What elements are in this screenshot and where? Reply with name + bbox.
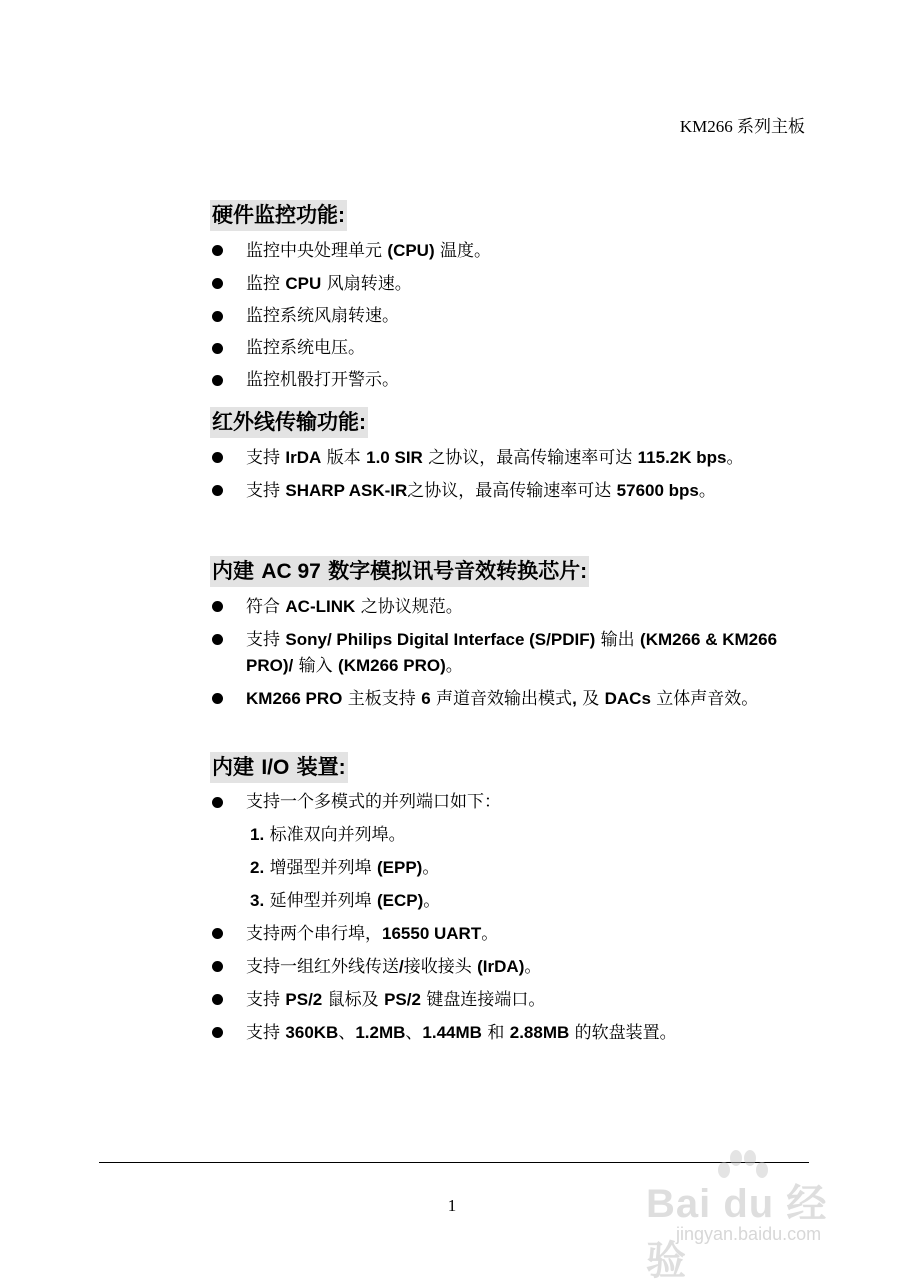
sub-list-item: 2. 增强型并列埠 (EPP)。 (250, 858, 440, 878)
list-item: 支持一个多模式的并列端口如下： (210, 790, 810, 815)
section-title: 内建 I/O 装置: (210, 752, 348, 783)
watermark-logo: Bai du 经验 (646, 1182, 828, 1283)
list-item: 支持 PS/2 鼠标及 PS/2 键盘连接端口。 (210, 987, 810, 1013)
running-header: KM266 系列主板 (679, 117, 805, 136)
section-io (210, 752, 810, 1046)
bullet-list (210, 445, 810, 504)
bullet-list (210, 790, 810, 1046)
section-infrared (210, 407, 810, 504)
sub-list-item: 3. 延伸型并列埠 (ECP)。 (250, 891, 441, 911)
list-item: 支持 Sony/ Philips Digital Interface (S/PDIF) 输出 (KM266 & KM266 PRO)/ 输入 (KM266 PRO)。 (210, 627, 806, 679)
list-item: 支持一组红外线传送/接收接头 (IrDA)。 (210, 954, 810, 980)
list-item: 支持两个串行埠，16550 UART。 (210, 921, 810, 947)
section-hardware-monitoring (210, 200, 810, 393)
baidu-watermark (640, 1148, 850, 1283)
bullet-list (210, 594, 810, 712)
sub-list-item: 1. 标准双向并列埠。 (250, 825, 406, 845)
list-item: 监控系统风扇转速。 (210, 304, 810, 329)
list-item: 支持 SHARP ASK-IR之协议，最高传输速率可达 57600 bps。 (210, 478, 810, 504)
list-item: 支持 360KB、1.2MB、1.44MB 和 2.88MB 的软盘装置。 (210, 1020, 810, 1046)
list-item: 监控系统电压。 (210, 336, 810, 361)
list-item: 监控 CPU 风扇转速。 (210, 271, 810, 297)
section-title: 内建 AC 97 数字模拟讯号音效转换芯片: (210, 556, 589, 587)
watermark-url: jingyan.baidu.com (676, 1224, 822, 1244)
page-number: 1 (447, 1196, 457, 1215)
bullet-list (210, 238, 810, 393)
section-title: 硬件监控功能: (210, 200, 347, 231)
list-item: 支持 IrDA 版本 1.0 SIR 之协议，最高传输速率可达 115.2K bps。 (210, 445, 766, 471)
list-item: 监控机骰打开警示。 (210, 368, 810, 393)
list-item: KM266 PRO 主板支持 6 声道音效输出模式, 及 DACs 立体声音效。 (210, 686, 806, 712)
section-title: 红外线传输功能: (210, 407, 368, 438)
list-item: 符合 AC-LINK 之协议规范。 (210, 594, 810, 620)
section-ac97 (210, 556, 810, 712)
list-item: 监控中央处理单元 (CPU) 温度。 (210, 238, 810, 264)
